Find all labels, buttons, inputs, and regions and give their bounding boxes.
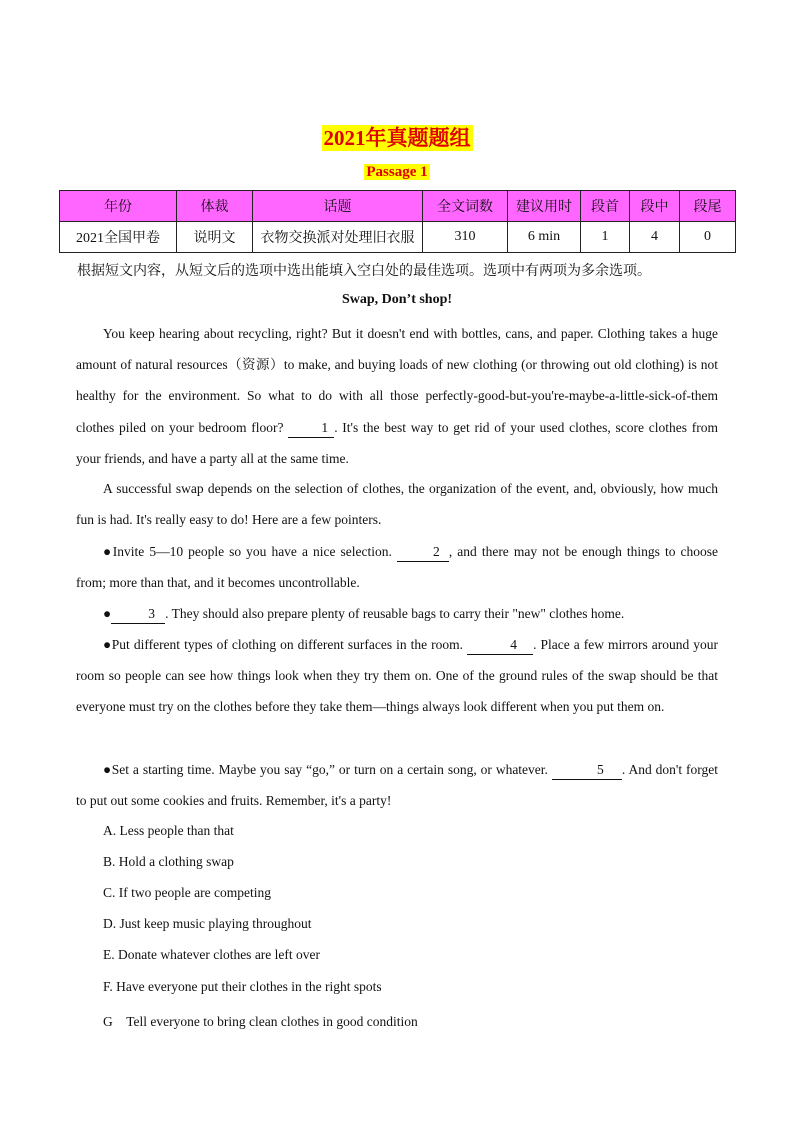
table-cell: 2021全国甲卷 [60,222,177,253]
answer-blank-1: 1 [288,419,334,438]
option-f: F. Have everyone put their clothes in the right spots [103,979,382,994]
table-cell: 6 min [508,222,581,253]
instruction-text: 根据短文内容，从短文后的选项中选出能填入空白处的最佳选项。选项中有两项为多余选项。 [77,264,651,279]
table-cell: 1 [581,222,630,253]
page-title [0,122,794,152]
option-d: D. Just keep music playing throughout [103,916,312,931]
paragraph-text: ●Invite 5—10 people so you have a nice selection. [103,544,397,559]
paragraph-text: , and there may not be enough things to choose from; more than that, and it becomes uncontrollable. [76,544,718,591]
table-cell: 4 [630,222,680,253]
table-header-cell: 话题 [253,191,423,222]
paragraph-1 [76,318,718,474]
table-header-cell: 体裁 [177,191,253,222]
option-e: E. Donate whatever clothes are left over [103,947,321,962]
table-header-cell: 段首 [581,191,630,222]
paragraph-3 [76,536,718,598]
table-header-cell: 建议用时 [508,191,581,222]
table-header-row [60,191,736,222]
option-b: B. Hold a clothing swap [103,854,234,869]
paragraph-text: . And don't forget to put out some cookies and fruits. Remember, it's a party! [76,762,718,809]
table-header-cell: 全文词数 [423,191,508,222]
table-cell: 310 [423,222,508,253]
option-g: G Tell everyone to bring clean clothes in good condition [103,1014,418,1029]
answer-blank-2: 2 [397,543,449,562]
answer-blank-4: 4 [467,636,533,655]
paragraph-text: ● [103,606,112,621]
answer-blank-5: 5 [552,761,622,780]
table-cell: 说明文 [177,222,253,253]
paragraph-text: ●Put different types of clothing on different surfaces in the room. [103,637,468,652]
paragraph-text: You keep hearing about recycling, right? But it doesn't end with bottles, cans, and paper. Clothing takes a huge amount of natural resources（资源）to make, and buying loads of new clothing (or throwing out old clothing) is not healthy for the environment. So what to do with all those perfectly-good-but-you're-maybe-a-little-sick-of-them clothes piled on your bedroom floor? [76,326,718,435]
passage-info-table [59,190,736,253]
paragraph-6 [76,754,718,816]
paragraph-text: ●Set a starting time. Maybe you say “go,” or turn on a certain song, or whatever. [103,762,552,777]
table-cell: 衣物交换派对处理旧衣服 [253,222,423,253]
table-header-cell: 段中 [630,191,680,222]
table-row [60,222,736,253]
table-cell: 0 [680,222,736,253]
answer-blank-3: 3 [111,605,165,624]
paragraph-5 [76,629,718,723]
option-a: A. Less people than that [103,823,234,838]
paragraph-text: . Place a few mirrors around your room so people can see how things look when they try them on. One of the ground rules of the swap should be that everyone must try on the clothes before they take them—things always look different when you put them on. [76,637,718,715]
paragraph-2: A successful swap depends on the selection of clothes, the organization of the event, and, obviously, how much fun is had. It's really easy to do! Here are a few pointers. [76,481,718,528]
page-title-text: 2021年真题题组 [323,126,471,150]
table-header-cell: 年份 [60,191,177,222]
table-header-cell: 段尾 [680,191,736,222]
passage-heading-text: Passage 1 [366,164,428,180]
passage-title: Swap, Don’t shop! [341,292,453,307]
paragraph-text: . They should also prepare plenty of reusable bags to carry their "new" clothes home. [165,606,625,621]
paragraph-4 [76,598,718,629]
option-c: C. If two people are competing [103,885,271,900]
passage-heading [0,163,794,181]
paragraph-text: . It's the best way to get rid of your used clothes, score clothes from your friends, and have a party all at the same time. [76,419,718,466]
